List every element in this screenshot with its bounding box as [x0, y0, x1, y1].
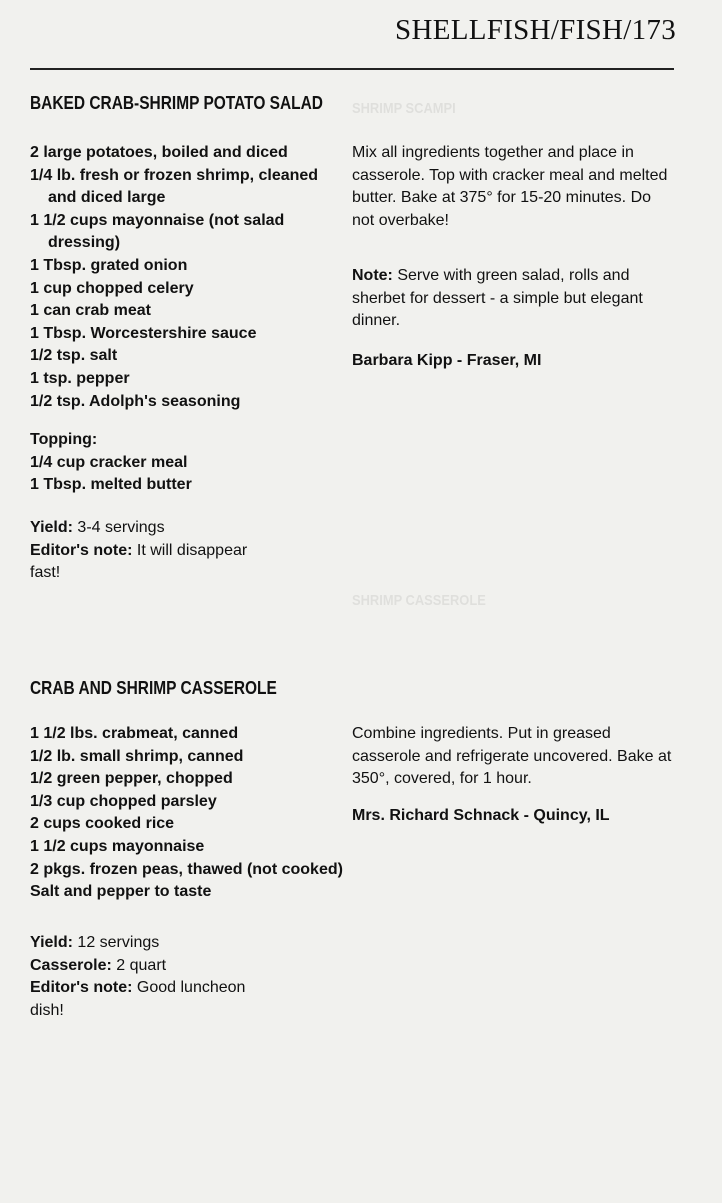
editor-note-label: Editor's note:	[30, 541, 133, 559]
contributor: Mrs. Richard Schnack - Quincy, IL	[352, 807, 610, 824]
directions	[352, 142, 674, 232]
ingredient: 2 large potatoes, boiled and diced	[30, 144, 288, 161]
editor-note-value: Good luncheon dish!	[30, 979, 246, 1019]
ingredient: 1 1/2 lbs. crabmeat, canned	[30, 725, 239, 742]
ingredient: 1/2 lb. small shrimp, canned	[30, 747, 244, 765]
yield-label: Yield:	[30, 934, 73, 951]
ingredient: 1 Tbsp. Worcestershire sauce	[30, 324, 257, 342]
yield-block	[30, 517, 280, 585]
ingredient-list	[30, 142, 350, 413]
topping-list	[30, 429, 350, 497]
contributor: Barbara Kipp - Fraser, MI	[352, 352, 542, 369]
directions	[352, 723, 674, 791]
ingredient: 1/2 green pepper, chopped	[30, 770, 233, 788]
serving-note-label: Note:	[352, 267, 393, 284]
serving-note-text: Serve with green salad, rolls and sherbet for dessert - a simple but elegant dinner.	[352, 267, 643, 330]
directions-text: Combine ingredients. Put in greased casserole and refrigerate uncovered. Bake at 350°, covered, for 1 hour.	[352, 725, 672, 788]
bleed-through-column: SHRIMP CASSEROLE	[352, 592, 486, 609]
bleed-through-column: SHRIMP SCAMPI	[352, 100, 456, 117]
recipe-title: CRAB AND SHRIMP CASSEROLE	[30, 678, 277, 698]
ingredient: 1/4 cup cracker meal	[30, 453, 188, 471]
yield-value: 12 servings	[72, 934, 160, 951]
ingredient: 1 Tbsp. grated onion	[30, 256, 188, 274]
casserole-label: Casserole:	[30, 956, 112, 974]
yield-block	[30, 932, 280, 1022]
ingredient: 2 cups cooked rice	[30, 815, 175, 833]
editor-note-value: It will disappear fast!	[30, 541, 248, 582]
yield-value: 3-4 servings	[72, 519, 165, 536]
ingredient-list	[30, 723, 350, 904]
page-header: SHELLFISH/FISH/173	[395, 14, 676, 46]
ingredient: 1 1/2 cups mayonnaise	[30, 837, 205, 855]
ingredient: 1/4 lb. fresh or frozen shrimp, cleaned and diced large	[30, 166, 319, 207]
ingredient: 1/2 tsp. Adolph's seasoning	[30, 392, 241, 410]
topping-label: Topping:	[30, 431, 98, 448]
ingredient: Salt and pepper to taste	[30, 883, 212, 901]
serving-note	[352, 265, 674, 333]
casserole-value: 2 quart	[111, 956, 167, 974]
recipe-title: BAKED CRAB-SHRIMP POTATO SALAD	[30, 93, 323, 113]
ingredient: 2 pkgs. frozen peas, thawed (not cooked)	[30, 860, 343, 878]
ingredient: 1/2 tsp. salt	[30, 347, 118, 365]
ingredient: 1 can crab meat	[30, 302, 151, 320]
ingredient: 1 Tbsp. melted butter	[30, 476, 192, 494]
yield-label: Yield:	[30, 519, 73, 536]
ingredient: 1 1/2 cups mayonnaise (not salad dressing)	[30, 211, 285, 252]
header-rule	[30, 68, 674, 70]
ingredient: 1 tsp. pepper	[30, 369, 130, 387]
editor-note-label: Editor's note:	[30, 979, 133, 997]
ingredient: 1 cup chopped celery	[30, 279, 194, 297]
directions-text: Mix all ingredients together and place in casserole. Top with cracker meal and melted butter. Bake at 375° for 15-20 minutes. Do not overbake!	[352, 144, 668, 229]
ingredient: 1/3 cup chopped parsley	[30, 792, 217, 810]
